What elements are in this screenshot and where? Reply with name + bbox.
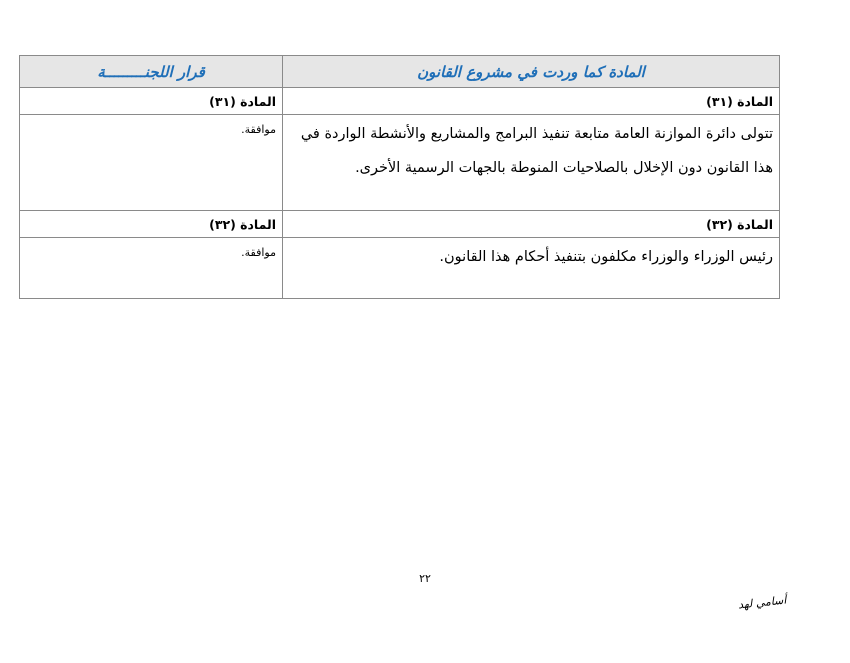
table-header-row bbox=[20, 56, 780, 88]
article-31-text: تتولى دائرة الموازنة العامة متابعة تنفيذ البرامج والمشاريع والأنشطة الواردة في هذا القانون دون الإخلال بالصلاحيات المنوطة بالجهات الرسمية الأخرى. bbox=[300, 126, 773, 176]
page-number: ٢٢ bbox=[419, 572, 431, 585]
decision-31-label: المادة (٣١) bbox=[20, 88, 283, 115]
decision-32-cell bbox=[20, 238, 283, 299]
table-row bbox=[20, 238, 780, 299]
decision-32-label: المادة (٣٢) bbox=[20, 211, 283, 238]
decision-32-text: موافقة. bbox=[241, 246, 276, 259]
article-32-label: المادة (٣٢) bbox=[283, 211, 780, 238]
header-committee-decision: قرار اللجنـــــــــة bbox=[20, 56, 283, 88]
law-comparison-table bbox=[19, 55, 780, 299]
article-32-text: رئيس الوزراء والوزراء مكلفون بتنفيذ أحكام هذا القانون. bbox=[439, 249, 773, 265]
header-article-text: المادة كما وردت في مشروع القانون bbox=[283, 56, 780, 88]
decision-31-cell bbox=[20, 115, 283, 211]
table-row bbox=[20, 115, 780, 211]
handwritten-initials: أسامي لهد bbox=[737, 593, 787, 612]
table-row bbox=[20, 211, 780, 238]
article-32-text-cell bbox=[283, 238, 780, 299]
table-row bbox=[20, 88, 780, 115]
article-31-text-cell bbox=[283, 115, 780, 211]
decision-31-text: موافقة. bbox=[241, 123, 276, 136]
article-31-label: المادة (٣١) bbox=[283, 88, 780, 115]
